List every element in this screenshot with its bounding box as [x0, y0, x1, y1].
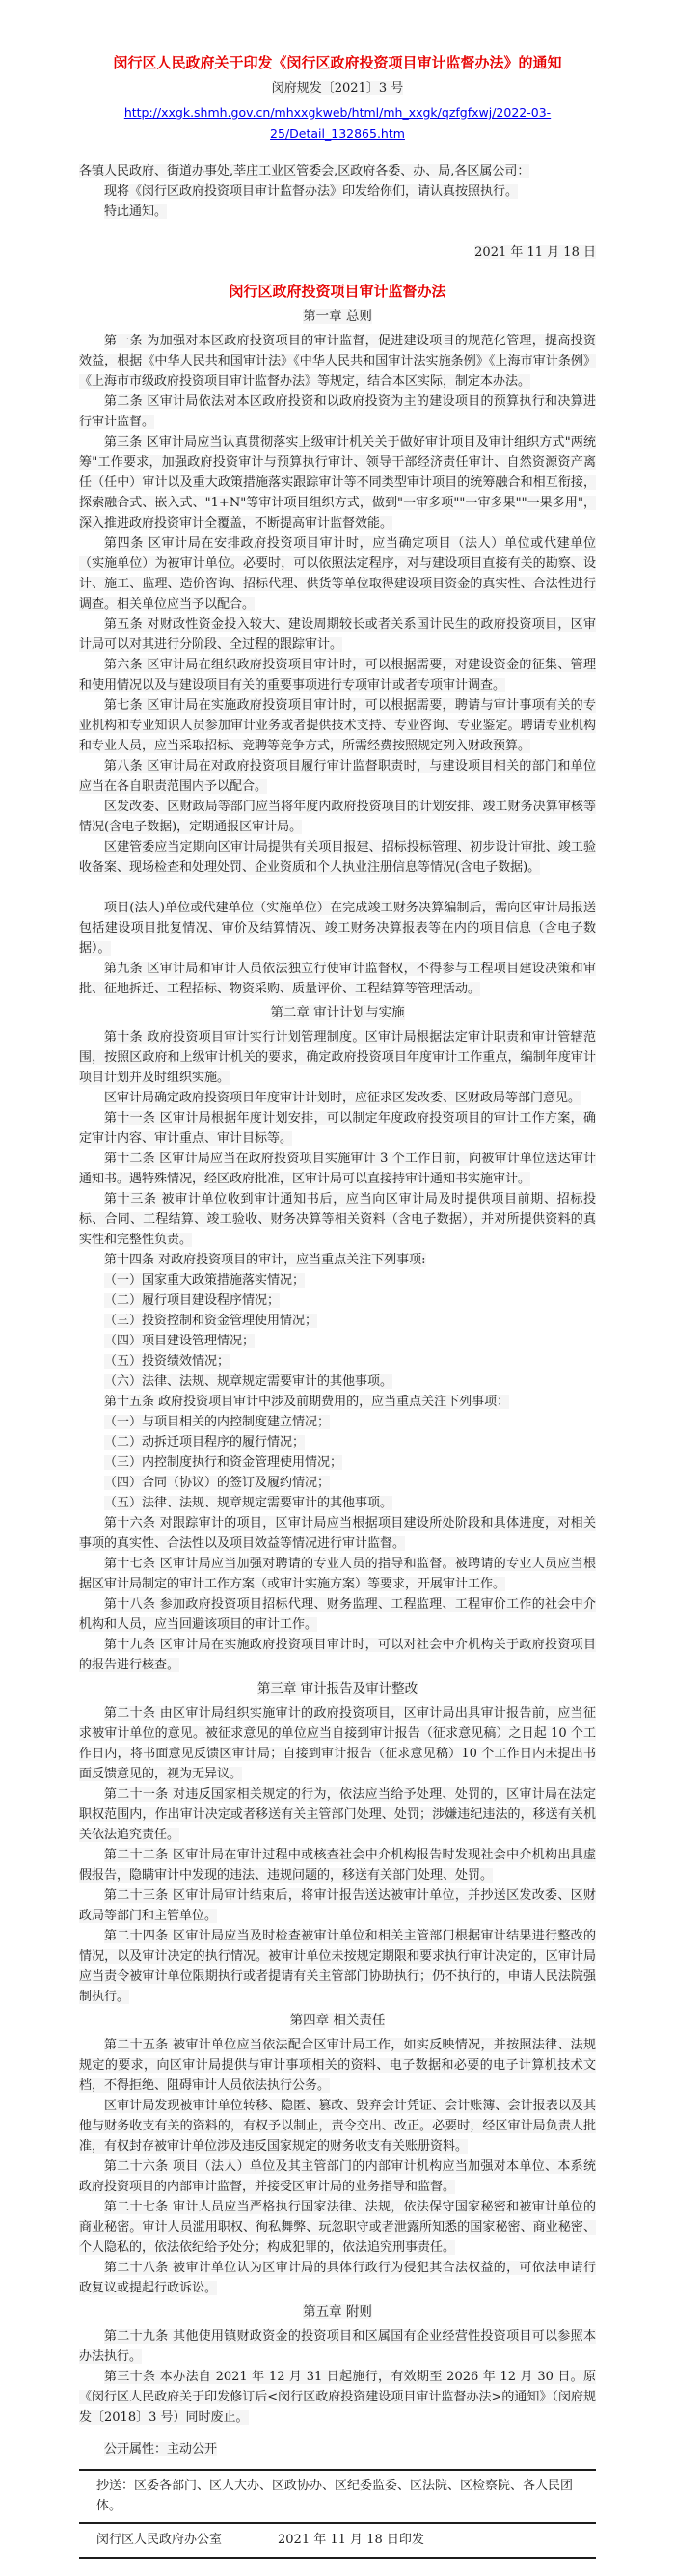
paragraph: 公开属性：主动公开 [104, 2442, 218, 2456]
paragraph: 第二十九条 其他使用镇财政资金的投资项目和区属国有企业经营性投资项目可以参照本办法执行。 [79, 2329, 596, 2364]
paragraph: 第三条 区审计局应当认真贯彻落实上级审计机关关于做好审计项目及审计组织方式"两统筹"工作要求，加强政府投资审计与预算执行审计、领导干部经济责任审计、自然资源资产离任（任中）审计以及重大政策措施落实跟踪审计等不同类型审计项目的统筹融合和相互衔接，探索融合式、嵌入式、"1+N"等审计项目组织方式，做到"一审多项""一审多果""一果多用"，深入推进政府投资审计全覆盖，不断提高审计监督效能。 [79, 435, 597, 530]
paragraph: 第二十三条 区审计局审计结束后，将审计报告送达被审计单位，并抄送区发改委、区财政局等部门和主管单位。 [79, 1888, 596, 1923]
paragraph: 项目(法人)单位或代建单位（实施单位）在完成竣工财务决算编制后，需向区审计局报送包括建设项目批复情况、审价及结算情况、竣工财务决算报表等在内的项目信息（含电子数据）。 [79, 901, 596, 956]
paragraph: 第十九条 区审计局在实施政府投资项目审计时，可以对社会中介机构关于政府投资项目的报告进行核查。 [79, 1638, 596, 1672]
paragraph: 第二十一条 对违反国家相关规定的行为，依法应当给予处理、处罚的，区审计局在法定职权范围内，作出审计决定或者移送有关主管部门处理、处罚；涉嫌违纪违法的，移送有关机关依法追究责任。 [79, 1787, 596, 1842]
chapter-heading: 第四章 相关责任 [289, 2013, 386, 2028]
source-url-link: http://xxgk.shmh.gov.cn/mhxxgkweb/html/mh_xxgk/qzfgfxwj/2022-03-25/Detail_132865.htm [123, 105, 552, 141]
paragraph: 第一条 为加强对本区政府投资项目的审计监督，促进建设项目的规范化管理，提高投资效益，根据《中华人民共和国审计法》《中华人民共和国审计法实施条例》《上海市审计条例》《上海市市级政府投资项目审计监督办法》等规定，结合本区实际，制定本办法。 [79, 334, 596, 389]
paragraph: （四）合同（协议）的签订及履约情况； [104, 1476, 331, 1490]
paragraph: 第七条 区审计局在实施政府投资项目审计时，可以根据需要，聘请与审计事项有关的专业机构和专业知识人员参加审计业务或者提供技术支持、专业咨询、专业鉴定。聘请专业机构和专业人员，应当采取招标、竞聘等竞争方式，所需经费按照规定列入财政预算。 [79, 698, 596, 753]
document-title: 闵行区政府投资项目审计监督办法 [229, 283, 446, 300]
paragraph: 第二十八条 被审计单位认为区审计局的具体行政行为侵犯其合法权益的，可依法申请行政复议或提起行政诉讼。 [79, 2261, 596, 2295]
paragraph: 第二条 区审计局依法对本区政府投资和以政府投资为主的建设项目的预算执行和决算进行审计监督。 [79, 394, 596, 429]
paragraph: 第二十六条 项目（法人）单位及其主管部门的内部审计机构应当加强对本单位、本系统政府投资项目的内部审计监督，并接受区审计局的业务指导和监督。 [79, 2159, 596, 2194]
paragraph: 第五条 对财政性资金投入较大、建设周期较长或者关系国计民生的政府投资项目，区审计局可以对其进行分阶段、全过程的跟踪审计。 [79, 617, 596, 652]
print-date: 2021 年 11 月 18 日印发 [278, 2533, 424, 2547]
issuer-row [79, 2524, 596, 2557]
paragraph: 第十七条 区审计局应当加强对聘请的专业人员的指导和监督。被聘请的专业人员应当根据区审计局制定的审计工作方案（或审计实施方案）等要求，开展审计工作。 [79, 1557, 596, 1591]
paragraph: （五）投资绩效情况； [104, 1354, 230, 1369]
paragraph: 第二十七条 审计人员应当严格执行国家法律、法规，依法保守国家秘密和被审计单位的商业秘密。审计人员滥用职权、徇私舞弊、玩忽职守或者泄露所知悉的国家秘密、商业秘密、个人隐私的，依法依纪给予处分；构成犯罪的，依法追究刑事责任。 [79, 2200, 596, 2255]
paragraph: （三）投资控制和资金管理使用情况； [104, 1314, 318, 1328]
chapter-heading: 第一章 总则 [303, 309, 372, 324]
paragraph: 区建管委应当定期向区审计局提供有关项目报建、招标投标管理、初步设计审批、竣工验收备案、现场检查和处理处罚、企业资质和个人执业注册信息等情况(含电子数据)。 [79, 840, 596, 875]
document-content [79, 52, 596, 2459]
paragraph: 第二十二条 区审计局在审计过程中或核查社会中介机构报告时发现社会中介机构出具虚假报告，隐瞒审计中发现的违法、违规问题的，移送有关部门处理、处罚。 [79, 1848, 596, 1883]
paragraph: （二）履行项目建设程序情况； [104, 1293, 281, 1308]
paragraph: 现将《闵行区政府投资项目审计监督办法》印发给你们，请认真按照执行。 [104, 184, 519, 199]
paragraph: （三）内控制度执行和资金管理使用情况； [104, 1455, 343, 1470]
paragraph: 第十六条 对跟踪审计的项目，区审计局应当根据项目建设所处阶段和具体进度，对相关事项的真实性、合法性以及项目效益等情况进行审计监督。 [79, 1516, 596, 1551]
footer-divider-bottom [79, 2557, 596, 2559]
paragraph: 第十二条 区审计局应当在政府投资项目实施审计 3 个工作日前，向被审计单位送达审计通知书。遇特殊情况，经区政府批准，区审计局可以直接持审计通知书实施审计。 [79, 1152, 596, 1186]
paragraph: 第十八条 参加政府投资项目招标代理、财务监理、工程监理、工程审价工作的社会中介机构和人员，应当回避该项目的审计工作。 [79, 1597, 596, 1632]
paragraph: 第四条 区审计局在安排政府投资项目审计时，应当确定项目（法人）单位或代建单位（实施单位）为被审计单位。必要时，可以依照法定程序，对与建设项目直接有关的勘察、设计、施工、监理、造价咨询、招标代理、供货等单位取得建设项目资金的真实性、合法性进行调查。相关单位应当予以配合。 [79, 536, 596, 611]
paragraph: 第六条 区审计局在组织政府投资项目审计时，可以根据需要，对建设资金的征集、管理和使用情况以及与建设项目有关的重要事项进行专项审计或者专项审计调查。 [79, 658, 596, 692]
issue-date: 2021 年 11 月 18 日 [474, 245, 596, 259]
paragraph: 区审计局发现被审计单位转移、隐匿、篡改、毁弃会计凭证、会计账簿、会计报表以及其他与财务收支有关的资料的，有权予以制止，责令交出、改正。必要时，经区审计局负责人批准，有权封存被审计单位涉及违反国家规定的财务收支有关账册资料。 [79, 2099, 596, 2154]
paragraph: （一）与项目相关的内控制度建立情况； [104, 1415, 331, 1429]
paragraph: 第二十五条 被审计单位应当依法配合区审计局工作，如实反映情况，并按照法律、法规规定的要求，向区审计局提供与审计事项相关的资料、电子数据和必要的电子计算机技术文档，不得拒绝、阻碍审计人员依法执行公务。 [79, 2038, 596, 2093]
issuing-office: 闵行区人民政府办公室 [96, 2533, 223, 2547]
paragraph: 第八条 区审计局在对政府投资项目履行审计监督职责时，与建设项目相关的部门和单位应当在各自职责范围内予以配合。 [79, 759, 596, 794]
paragraph: （一）国家重大政策措施落实情况； [104, 1273, 306, 1288]
paragraph: （二）动拆迁项目程序的履行情况； [104, 1435, 306, 1450]
paragraph: 第三十条 本办法自 2021 年 12 月 31 日起施行，有效期至 2026 年 12 月 30 日。原《闵行区人民政府关于印发修订后<闵行区政府投资建设项目审计监督办法>的通知》（闵府规发〔2018〕3 号）同时废止。 [79, 2370, 596, 2425]
paragraph: 第二十条 由区审计局组织实施审计的政府投资项目，区审计局出具审计报告前，应当征求被审计单位的意见。被征求意见的单位应当自接到审计报告（征求意见稿）之日起 10 个工作日内，将书面意见反馈区审计局；自接到审计报告（征求意见稿）10 个工作日内未提出书面反馈意见的，视为无异议。 [79, 1706, 596, 1781]
paragraph: （五）法律、法规、规章规定需要审计的其他事项。 [104, 1496, 393, 1510]
chapter-heading: 第五章 附则 [303, 2304, 372, 2319]
document-footer [0, 2459, 675, 2576]
paragraph: 第九条 区审计局和审计人员依法独立行使审计监督权，不得参与工程项目建设决策和审批、征地拆迁、工程招标、物资采购、质量评价、工程结算等管理活动。 [79, 962, 596, 996]
chapter-heading: 第三章 审计报告及审计整改 [256, 1681, 418, 1696]
paragraph: 第二十四条 区审计局应当及时检查被审计单位和相关主管部门根据审计结果进行整改的情况，以及审计决定的执行情况。被审计单位未按规定期限和要求执行审计决定的，区审计局应当责令被审计单位限期执行或者提请有关主管部门协助执行；仍不执行的，申请人民法院强制执行。 [79, 1929, 596, 2004]
cc-line: 抄送：区委各部门、区人大办、区政协办、区纪委监委、区法院、区检察院、各人民团体。 [96, 2479, 574, 2513]
paragraph: 第十一条 区审计局根据年度计划安排，可以制定年度政府投资项目的审计工作方案，确定审计内容、审计重点、审计目标等。 [79, 1111, 596, 1146]
document-title: 闵行区人民政府关于印发《闵行区政府投资项目审计监督办法》的通知 [113, 54, 562, 71]
paragraph: （六）法律、法规、规章规定需要审计的其他事项。 [104, 1374, 393, 1389]
chapter-heading: 第二章 审计计划与实施 [270, 1005, 405, 1020]
paragraph: （四）项目建设管理情况； [104, 1334, 256, 1348]
paragraph: 第十四条 对政府投资项目的审计，应当重点关注下列事项: [104, 1253, 426, 1267]
paragraph: 第十三条 被审计单位收到审计通知书后，应当向区审计局及时提供项目前期、招标投标、合同、工程结算、竣工验收、财务决算等相关资料（含电子数据），并对所提供资料的真实性和完整性负责。 [79, 1192, 596, 1247]
paragraph: 特此通知。 [104, 204, 168, 219]
addressee-line: 各镇人民政府、街道办事处,莘庄工业区管委会,区政府各委、办、局,各区属公司： [79, 164, 530, 178]
paragraph: 区发改委、区财政局等部门应当将年度内政府投资项目的计划安排、竣工财务决算审核等情况(含电子数据)，定期通报区审计局。 [79, 800, 596, 834]
paragraph: 第十五条 政府投资项目审计中涉及前期费用的，应当重点关注下列事项： [104, 1395, 510, 1409]
paragraph: 区审计局确定政府投资项目年度审计计划时，应征求区发改委、区财政局等部门意见。 [104, 1091, 581, 1105]
doc-number: 闵府规发〔2021〕3 号 [271, 81, 404, 95]
paragraph: 第十条 政府投资项目审计实行计划管理制度。区审计局根据法定审计职责和审计管辖范围，按照区政府和上级审计机关的要求，确定政府投资项目年度审计工作重点，编制年度审计项目计划并及时组织实施。 [79, 1030, 596, 1085]
